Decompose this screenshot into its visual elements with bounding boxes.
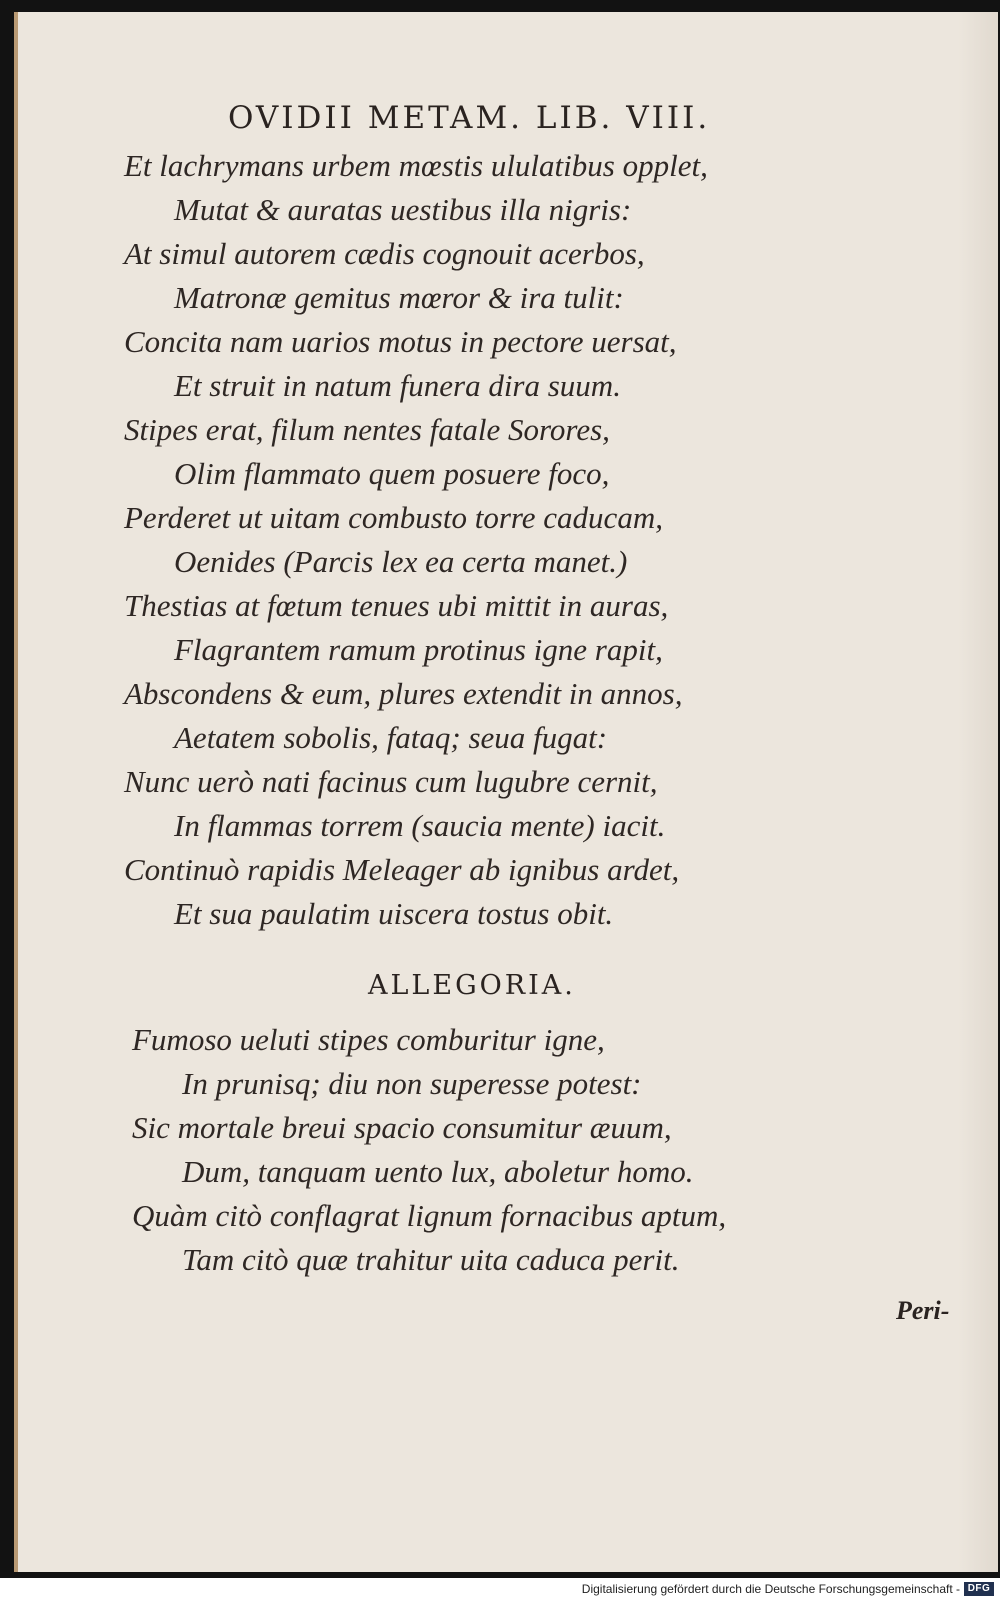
section-title: ALLEGORIA.	[368, 970, 576, 1001]
verse-line: Continuò rapidis Meleager ab ignibus ardet,	[124, 852, 680, 887]
verse-line: In flammas torrem (saucia mente) iacit.	[174, 808, 666, 843]
verse-line: Tam citò quæ trahitur uita caduca perit.	[182, 1242, 680, 1277]
verse-line: Matronæ gemitus mœror & ira tulit:	[174, 280, 624, 315]
verse-line: Mutat & auratas uestibus illa nigris:	[174, 192, 632, 227]
verse-line: Oenides (Parcis lex ea certa manet.)	[174, 544, 628, 579]
verse-line: Nunc uerò nati facinus cum lugubre cernit,	[124, 764, 658, 799]
verse-line: Flagrantem ramum protinus igne rapit,	[174, 632, 663, 667]
verse-line: Stipes erat, filum nentes fatale Sorores,	[124, 412, 610, 447]
verse-line: Olim flammato quem posuere foco,	[174, 456, 610, 491]
verse-line: Fumoso ueluti stipes comburitur igne,	[132, 1022, 605, 1057]
dfg-logo: DFG	[964, 1582, 994, 1596]
verse-line: Abscondens & eum, plures extendit in annos,	[124, 676, 683, 711]
verse-line: Quàm citò conflagrat lignum fornacibus aptum,	[132, 1198, 727, 1233]
verse-line: Sic mortale breui spacio consumitur æuum,	[132, 1110, 672, 1145]
verse-line: Et struit in natum funera dira suum.	[174, 368, 621, 403]
verse-line: At simul autorem cædis cognouit acerbos,	[124, 236, 645, 271]
funding-credit: Digitalisierung gefördert durch die Deutsche Forschungsgemeinschaft -	[581, 1582, 960, 1596]
verse-line: Perderet ut uitam combusto torre caducam,	[124, 500, 663, 535]
book-page	[14, 12, 998, 1572]
verse-line: Et sua paulatim uiscera tostus obit.	[174, 896, 614, 931]
verse-block-main	[124, 144, 1000, 936]
verse-line: Et lachrymans urbem mœstis ululatibus opplet,	[124, 148, 708, 183]
verse-line: Dum, tanquam uento lux, aboletur homo.	[182, 1154, 694, 1189]
verse-line: Thestias at fœtum tenues ubi mittit in auras,	[124, 588, 669, 623]
verse-line: Aetatem sobolis, fataq; seua fugat:	[174, 720, 608, 755]
verse-block-allegoria	[132, 1018, 1000, 1282]
footer-bar	[0, 1578, 1000, 1601]
catchword: Peri-	[896, 1296, 950, 1325]
verse-line: In prunisq; diu non superesse potest:	[182, 1066, 642, 1101]
running-head: OVIDII METAM. LIB. VIII.	[228, 100, 711, 136]
verse-line: Concita nam uarios motus in pectore uersat,	[124, 324, 677, 359]
